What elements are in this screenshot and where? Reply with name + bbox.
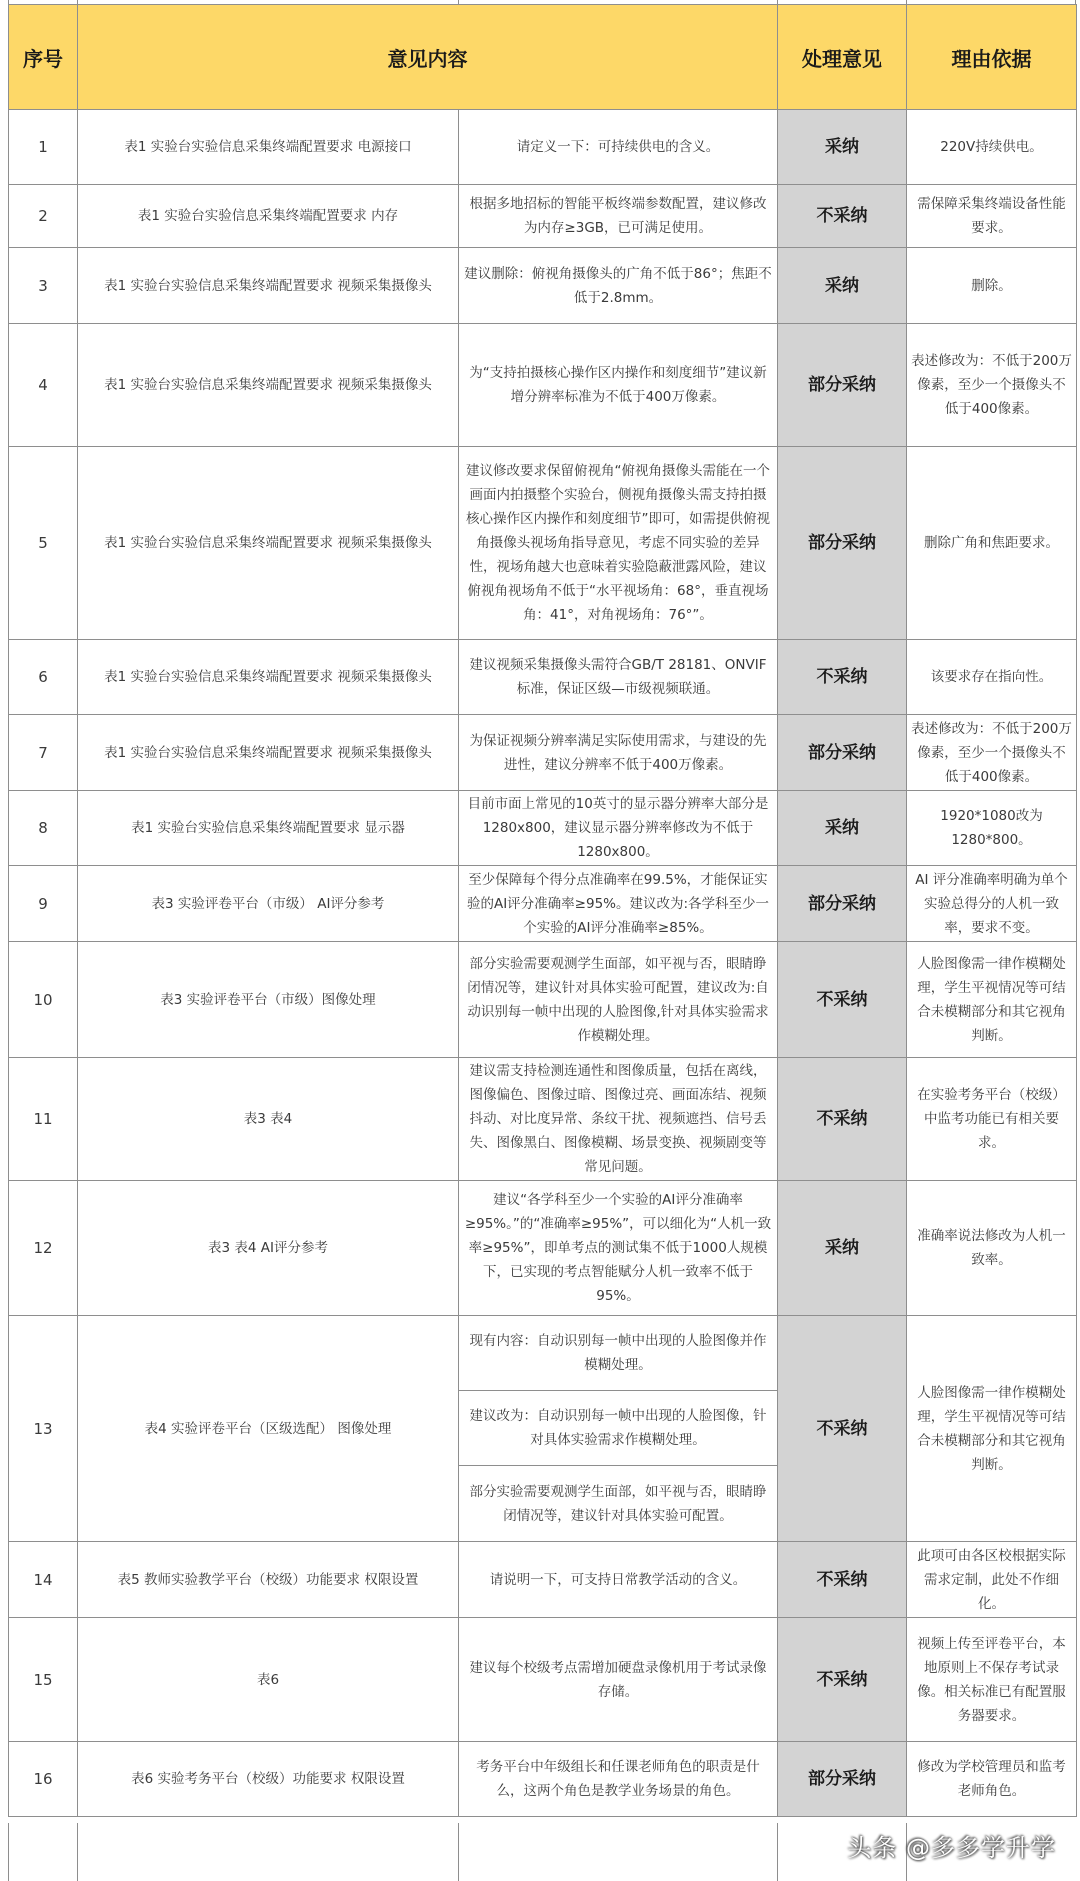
header-index: 序号 <box>9 5 78 110</box>
row-opinion: 建议视频采集摄像头需符合GB/T 28181、ONVIF标准，保证区级—市级视频联通。 <box>459 640 778 715</box>
header-decision: 处理意见 <box>778 5 907 110</box>
row-decision: 部分采纳 <box>778 715 907 791</box>
row-decision: 不采纳 <box>778 640 907 715</box>
row-opinion: 建议删除：俯视角摄像头的广角不低于86°；焦距不低于2.8mm。 <box>459 248 778 324</box>
row-index: 9 <box>9 866 78 942</box>
header-content: 意见内容 <box>78 5 778 110</box>
table-row <box>9 1058 1077 1181</box>
row-reason: 表述修改为：不低于200万像素，至少一个摄像头不低于400像素。 <box>907 715 1077 791</box>
table-row <box>9 1181 1077 1316</box>
row-index: 10 <box>9 942 78 1058</box>
table-row <box>9 185 1077 248</box>
row-decision: 不采纳 <box>778 1316 907 1542</box>
row-section: 表6 <box>78 1618 459 1742</box>
row-opinion: 请说明一下，可支持日常教学活动的含义。 <box>459 1542 778 1618</box>
row-section: 表4 实验评卷平台（区级选配） 图像处理 <box>78 1316 459 1542</box>
row-index: 2 <box>9 185 78 248</box>
row-index: 13 <box>9 1316 78 1542</box>
row-reason: 删除。 <box>907 248 1077 324</box>
row-section: 表1 实验台实验信息采集终端配置要求 视频采集摄像头 <box>78 324 459 447</box>
row-index: 16 <box>9 1742 78 1817</box>
opinion-table <box>8 4 1077 1817</box>
row-reason: 视频上传至评卷平台，本地原则上不保存考试录像。相关标准已有配置服务器要求。 <box>907 1618 1077 1742</box>
table-row <box>9 1316 1077 1391</box>
header-row <box>9 5 1077 110</box>
row-opinion: 建议每个校级考点需增加硬盘录像机用于考试录像存储。 <box>459 1618 778 1742</box>
row-opinion-reason: 部分实验需要观测学生面部，如平视与否，眼睛睁闭情况等，建议针对具体实验可配置。 <box>459 1466 778 1542</box>
row-section: 表3 表4 <box>78 1058 459 1181</box>
row-opinion: 请定义一下：可持续供电的含义。 <box>459 110 778 185</box>
row-reason: 删除广角和焦距要求。 <box>907 447 1077 640</box>
table-row <box>9 715 1077 791</box>
row-section: 表3 表4 AI评分参考 <box>78 1181 459 1316</box>
row-reason: 在实验考务平台（校级）中监考功能已有相关要求。 <box>907 1058 1077 1181</box>
row-reason: 该要求存在指向性。 <box>907 640 1077 715</box>
watermark: 头条 @多多学升学 <box>847 1834 1056 1862</box>
table-row <box>9 324 1077 447</box>
row-decision: 不采纳 <box>778 1618 907 1742</box>
row-section: 表6 实验考务平台（校级）功能要求 权限设置 <box>78 1742 459 1817</box>
row-decision: 采纳 <box>778 791 907 866</box>
row-reason: 需保障采集终端设备性能要求。 <box>907 185 1077 248</box>
row-opinion: 目前市面上常见的10英寸的显示器分辨率大部分是1280x800，建议显示器分辨率修改为不低于1280x800。 <box>459 791 778 866</box>
row-decision: 不采纳 <box>778 942 907 1058</box>
table-row <box>9 942 1077 1058</box>
row-index: 15 <box>9 1618 78 1742</box>
row-section: 表1 实验台实验信息采集终端配置要求 视频采集摄像头 <box>78 248 459 324</box>
row-opinion: 至少保障每个得分点准确率在99.5%，才能保证实验的AI评分准确率≥95%。建议改为:各学科至少一个实验的AI评分准确率≥85%。 <box>459 866 778 942</box>
row-section: 表1 实验台实验信息采集终端配置要求 内存 <box>78 185 459 248</box>
row-opinion-suggested: 建议改为：自动识别每一帧中出现的人脸图像，针对具体实验需求作模糊处理。 <box>459 1391 778 1466</box>
row-section: 表3 实验评卷平台（市级）图像处理 <box>78 942 459 1058</box>
row-index: 3 <box>9 248 78 324</box>
table-row <box>9 791 1077 866</box>
row-decision: 采纳 <box>778 248 907 324</box>
row-section: 表1 实验台实验信息采集终端配置要求 电源接口 <box>78 110 459 185</box>
row-section: 表1 实验台实验信息采集终端配置要求 视频采集摄像头 <box>78 640 459 715</box>
row-decision: 部分采纳 <box>778 324 907 447</box>
row-section: 表1 实验台实验信息采集终端配置要求 视频采集摄像头 <box>78 447 459 640</box>
row-decision: 不采纳 <box>778 1542 907 1618</box>
row-section: 表5 教师实验教学平台（校级）功能要求 权限设置 <box>78 1542 459 1618</box>
row-section: 表1 实验台实验信息采集终端配置要求 视频采集摄像头 <box>78 715 459 791</box>
row-opinion: 为“支持拍摄核心操作区内操作和刻度细节”建议新增分辨率标准为不低于400万像素。 <box>459 324 778 447</box>
row-reason: 人脸图像需一律作模糊处理，学生平视情况等可结合未模糊部分和其它视角判断。 <box>907 942 1077 1058</box>
row-index: 1 <box>9 110 78 185</box>
table-row <box>9 1742 1077 1817</box>
row-index: 6 <box>9 640 78 715</box>
row-decision: 部分采纳 <box>778 447 907 640</box>
row-reason: 表述修改为：不低于200万像素，至少一个摄像头不低于400像素。 <box>907 324 1077 447</box>
row-decision: 部分采纳 <box>778 1742 907 1817</box>
row-decision: 部分采纳 <box>778 866 907 942</box>
table-row <box>9 1542 1077 1618</box>
row-opinion: 考务平台中年级组长和任课老师角色的职责是什么，这两个角色是教学业务场景的角色。 <box>459 1742 778 1817</box>
table-row <box>9 248 1077 324</box>
row-decision: 采纳 <box>778 110 907 185</box>
row-reason: AI 评分准确率明确为单个实验总得分的人机一致率，要求不变。 <box>907 866 1077 942</box>
row-reason: 修改为学校管理员和监考老师角色。 <box>907 1742 1077 1817</box>
row-index: 14 <box>9 1542 78 1618</box>
table-row <box>9 866 1077 942</box>
table-row <box>9 447 1077 640</box>
row-index: 8 <box>9 791 78 866</box>
row-decision: 不采纳 <box>778 185 907 248</box>
row-index: 12 <box>9 1181 78 1316</box>
table-row <box>9 110 1077 185</box>
row-section: 表1 实验台实验信息采集终端配置要求 显示器 <box>78 791 459 866</box>
row-opinion-current: 现有内容：自动识别每一帧中出现的人脸图像并作模糊处理。 <box>459 1316 778 1391</box>
row-section: 表3 实验评卷平台（市级） AI评分参考 <box>78 866 459 942</box>
table-row <box>9 1618 1077 1742</box>
row-opinion: 建议需支持检测连通性和图像质量，包括在离线，图像偏色、图像过暗、图像过亮、画面冻结、视频抖动、对比度异常、条纹干扰、视频遮挡、信号丢失、图像黑白、图像模糊、场景变换、视频剧变等常见问题。 <box>459 1058 778 1181</box>
row-opinion: 根据多地招标的智能平板终端参数配置，建议修改为内存≥3GB，已可满足使用。 <box>459 185 778 248</box>
row-decision: 采纳 <box>778 1181 907 1316</box>
row-reason: 准确率说法修改为人机一致率。 <box>907 1181 1077 1316</box>
row-opinion: 为保证视频分辨率满足实际使用需求，与建设的先进性，建议分辨率不低于400万像素。 <box>459 715 778 791</box>
row-reason: 人脸图像需一律作模糊处理，学生平视情况等可结合未模糊部分和其它视角判断。 <box>907 1316 1077 1542</box>
row-opinion: 部分实验需要观测学生面部，如平视与否，眼睛睁闭情况等，建议针对具体实验可配置，建议改为:自动识别每一帧中出现的人脸图像,针对具体实验需求作模糊处理。 <box>459 942 778 1058</box>
row-index: 7 <box>9 715 78 791</box>
row-index: 4 <box>9 324 78 447</box>
row-reason: 1920*1080改为1280*800。 <box>907 791 1077 866</box>
row-reason: 此项可由各区校根据实际需求定制，此处不作细化。 <box>907 1542 1077 1618</box>
row-index: 11 <box>9 1058 78 1181</box>
row-reason: 220V持续供电。 <box>907 110 1077 185</box>
row-opinion: 建议“各学科至少一个实验的AI评分准确率≥95%。”的“准确率≥95%”，可以细化为“人机一致率≥95%”，即单考点的测试集不低于1000人规模下，已实现的考点智能赋分人机一致率不低于95%。 <box>459 1181 778 1316</box>
row-index: 5 <box>9 447 78 640</box>
row-opinion: 建议修改要求保留俯视角“俯视角摄像头需能在一个画面内拍摄整个实验台，侧视角摄像头需支持拍摄核心操作区内操作和刻度细节”即可，如需提供俯视角摄像头视场角指导意见，考虑不同实验的差异性，视场角越大也意味着实验隐蔽泄露风险，建议俯视角视场角不低于“水平视场角：68°，垂直视场角：41°，对角视场角：76°”。 <box>459 447 778 640</box>
header-reason: 理由依据 <box>907 5 1077 110</box>
table-row <box>9 640 1077 715</box>
row-decision: 不采纳 <box>778 1058 907 1181</box>
